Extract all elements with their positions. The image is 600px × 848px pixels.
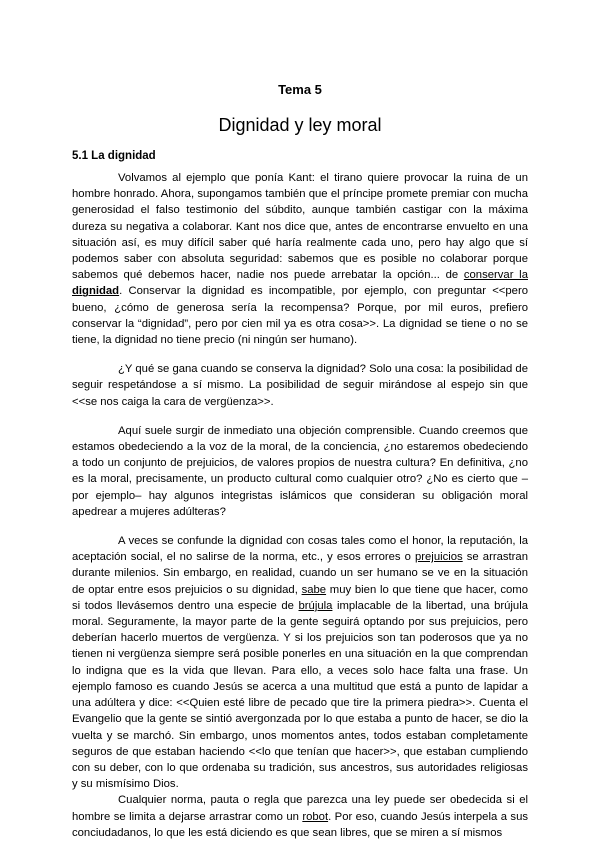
section-heading: 5.1 La dignidad — [72, 150, 156, 162]
paragraph-5: Cualquier norma, pauta o regla que parezca una ley puede ser obedecida si el hombre se limita a dejarse arrastrar como un robot. Por eso, cuando Jesús interpela a sus conciudadanos, lo que les está diciendo es que sean libres, que se miren a sí mismos — [72, 794, 528, 839]
page-title: Dignidad y ley moral — [218, 115, 382, 135]
underlined-bold-word: dignidad — [72, 285, 120, 298]
chapter-label: Tema 5 — [278, 82, 322, 97]
paragraph-1: Volvamos al ejemplo que ponía Kant: el tirano quiere provocar la ruina de un hombre honrado. Ahora, supongamos también que el príncipe promete premiar con mucha generosidad el falso testimonio del súbdito, aunque también castigar con la máxima dureza su negativa a colaborar. Kant nos dice que, antes de encontrarse envuelto en una situación así, es muy difícil saber qué haría realmente cada uno, pero hay algo que sí podemos saber con absoluta seguridad: sabemos que es posible no colaborar porque sabemos qué debemos hacer, nadie nos puede arrebatar la opción... de conservar la dignidad. Conservar la dignidad es incompatible, por ejemplo, con preguntar <<pero bueno, ¿cómo de generosa sería la recompensa? Porque, por mil euros, prefiero conservar la “dignidad”, pero por cien mil ya es otra cosa>>. La dignidad se tiene o no se tiene, la dignidad no tiene precio (ni ningún ser humano). — [72, 172, 528, 347]
underlined-word: brújula — [298, 599, 333, 612]
underlined-word: prejuicios — [414, 551, 463, 564]
body-text — [72, 170, 528, 841]
underlined-word: sabe — [301, 583, 327, 596]
paragraph-4: A veces se confunde la dignidad con cosas tales como el honor, la reputación, la aceptación social, el no salirse de la norma, etc., y esos errores o prejuicios se arrastran durante milenios. Sin embargo, en realidad, cuando un ser humano se ve en la situación de optar entre esos prejuicios o su dignidad, sabe muy bien lo que tiene que hacer, como si todos llevásemos dentro una especie de brújula implacable de la libertad, una brújula moral. Seguramente, la mayor parte de la gente seguirá optando por sus prejuicios, pero deberían hacerlo muertos de vergüenza. Y si los prejuicios son tan poderosos que ya no tienen ni vergüenza siempre será posible ponerles en una situación en la que comprendan lo indigna que es la vida que llevan. Para ello, a veces solo hace falta una frase. Un ejemplo famoso es cuando Jesús se acerca a una multitud que está a punto de lapidar a una adúltera y dice: <<Quien esté libre de pecado que tire la primera piedra>>. Cuenta el Evangelio que la gente se sintió avergonzada por lo que estaba a punto de hacer, se dio la vuelta y se marchó. Sin embargo, unos momentos antes, todos estaban completamente seguros de que estaban haciendo <<lo que tenían que hacer>>, que estaban cumpliendo con su deber, con lo que ordenaba su tradición, sus ancestros, sus autoridades religiosas y su mismísimo Dios. — [72, 535, 528, 791]
paragraph-2: ¿Y qué se gana cuando se conserva la dignidad? Solo una cosa: la posibilidad de seguir respetándose a sí mismo. La posibilidad de seguir mirándose al espejo sin que <<se nos caiga la cara de vergüenza>>. — [72, 363, 528, 408]
paragraph-3: Aquí suele surgir de inmediato una objeción comprensible. Cuando creemos que estamos obedeciendo a la voz de la moral, de la conciencia, ¿no estaremos obedeciendo a todo un conjunto de prejuicios, de valores propios de nuestra cultura? En definitiva, ¿no es la moral, precisamente, un producto cultural como cualquier otro? ¿No es cierto que –por ejemplo– hay algunos integristas islámicos que consideran su obligación moral apedrear a mujeres adúlteras? — [72, 424, 528, 518]
underlined-word: robot — [302, 810, 329, 823]
underlined-phrase: conservar la — [463, 269, 528, 282]
